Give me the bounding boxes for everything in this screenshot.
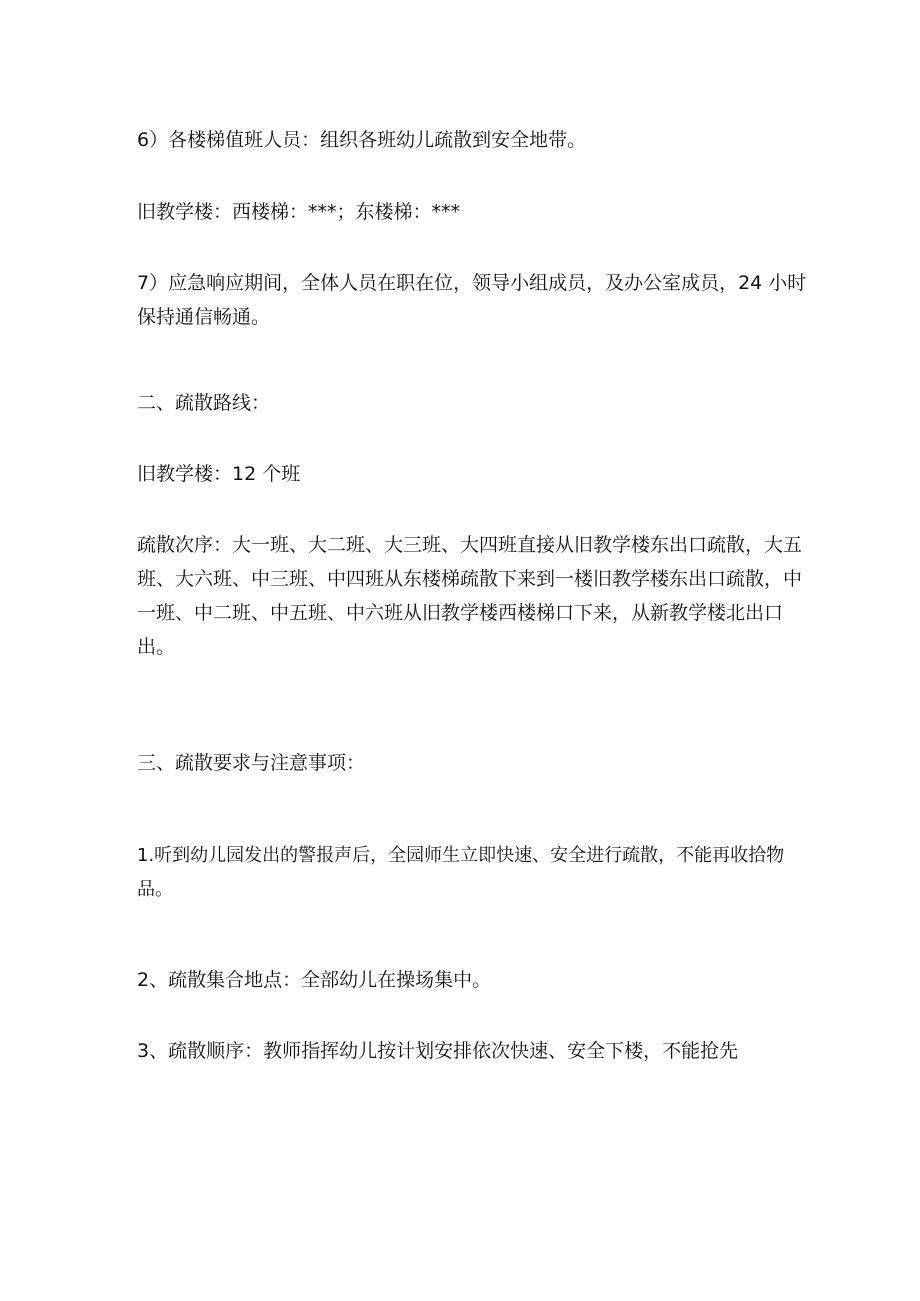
paragraph-requirement-2: 2、疏散集合地点：全部幼儿在操场集中。 (137, 969, 492, 991)
paragraph-requirement-1: 1.听到幼儿园发出的警报声后，全园师生立即快速、安全进行疏散，不能再收拾物品。 (137, 845, 785, 900)
paragraph-evacuation-order: 疏散次序：大一班、大二班、大三班、大四班直接从旧教学楼东出口疏散，大五班、大六班、中三班、中四班从东楼梯疏散下来到一楼旧教学楼东出口疏散，中一班、中二班、中五班、中六班从旧教学楼西楼梯口下来，从新教学楼北出口出。 (137, 534, 803, 658)
section-heading-requirements: 三、疏散要求与注意事项： (137, 752, 366, 774)
paragraph-emergency-response: 7）应急响应期间，全体人员在职在位，领导小组成员，及办公室成员，24 小时保持通信畅通。 (137, 272, 807, 328)
paragraph-stairway-duty: 6）各楼梯值班人员：组织各班幼儿疏散到安全地带。 (137, 129, 587, 151)
paragraph-old-building-stairs: 旧教学楼：西楼梯：***；东楼梯：*** (137, 201, 461, 223)
section-heading-evacuation-route: 二、疏散路线： (137, 392, 271, 414)
paragraph-requirement-3: 3、疏散顺序：教师指挥幼儿按计划安排依次快速、安全下楼，不能抢先 (137, 1040, 739, 1062)
paragraph-old-building-classes: 旧教学楼：12 个班 (137, 463, 301, 485)
